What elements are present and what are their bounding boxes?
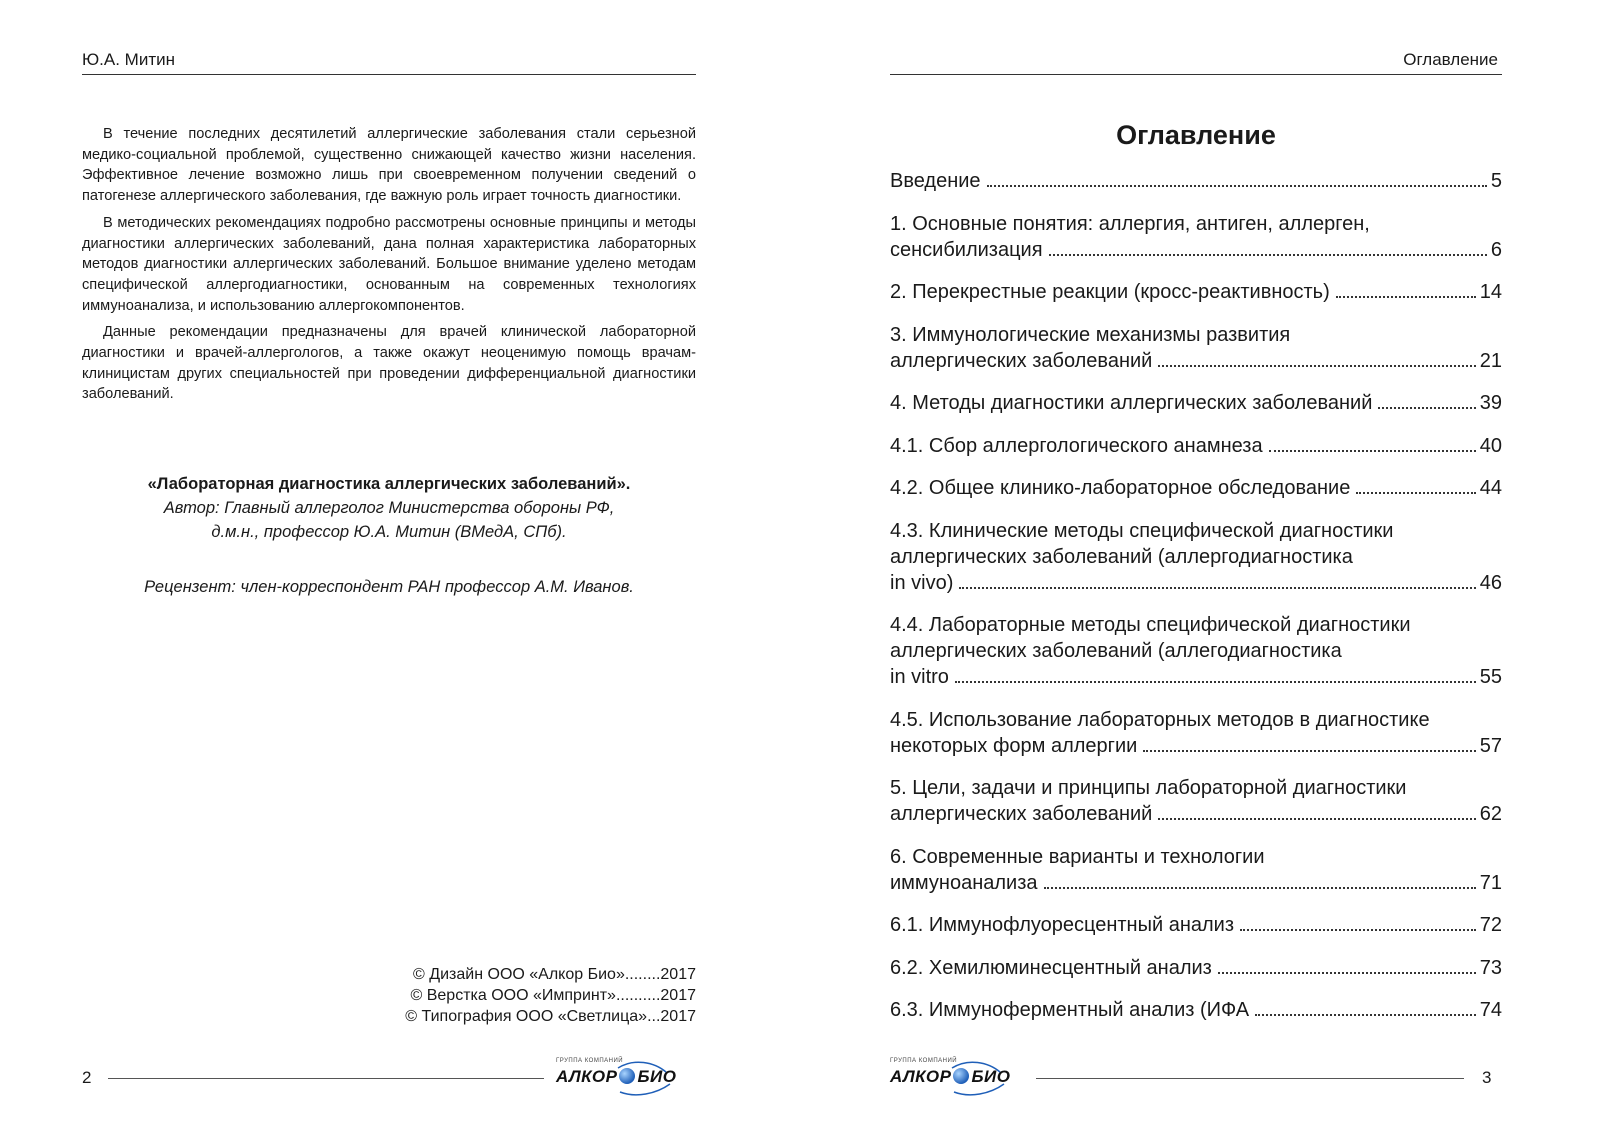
toc-entry-final-line <box>890 570 1502 596</box>
footer-rule <box>1036 1078 1464 1079</box>
toc-entry-line: аллергических заболеваний (аллергодиагностика <box>890 545 1353 568</box>
toc-entry-final-line <box>890 870 1502 896</box>
toc-page-number: 39 <box>1479 392 1502 414</box>
toc-entry-line: 4.4. Лабораторные методы специфической диагностики <box>890 614 1411 636</box>
toc-entry-text: 6.3. Иммуноферментный анализ (ИФА <box>890 999 1250 1021</box>
author-line: Автор: Главный аллерголог Министерства обороны РФ, <box>163 499 615 517</box>
logo-group-label: ГРУППА КОМПАНИЙ <box>556 1058 624 1064</box>
toc-page-number: 5 <box>1490 170 1502 192</box>
toc-entry-final-line <box>890 801 1502 827</box>
intro-paragraph: В течение последних десятилетий аллергические заболевания стали серьезной медико-социальной проблемой, существенно снижающей качество жизни населения. Эффективное лечение возможно лишь при своевременном получении сведений о патогенезе аллергического заболевания, где важную роль играет точность диагностики. <box>82 126 696 205</box>
toc-dot-leader <box>959 587 1475 589</box>
toc-title: Оглавление <box>1116 120 1276 150</box>
toc-entry-final-line <box>890 475 1502 501</box>
logo-left-word: АЛКОР <box>556 1067 618 1086</box>
toc-entry[interactable] <box>890 997 1502 1023</box>
right-page <box>800 0 1600 1135</box>
toc-dot-leader <box>1049 254 1487 256</box>
toc-entry-text: 6.1. Иммунофлуоресцентный анализ <box>890 914 1235 936</box>
toc-entry-final-line <box>890 664 1502 690</box>
toc-entry-line: 3. Иммунологические механизмы развития <box>890 323 1291 346</box>
logo-swoosh-icon <box>948 1060 1011 1096</box>
alkor-bio-logo <box>556 1058 696 1094</box>
logo-swoosh-icon <box>614 1060 677 1096</box>
toc-entry[interactable] <box>890 775 1502 827</box>
toc-dot-leader <box>1356 492 1475 494</box>
toc-dot-leader <box>955 681 1476 683</box>
toc-page-number: 6 <box>1490 238 1502 261</box>
toc-entry-text: in vitro <box>890 666 949 688</box>
toc-entry[interactable] <box>890 475 1502 501</box>
toc-dot-leader <box>1336 296 1476 298</box>
toc-entry-text: 4.2. Общее клинико-лабораторное обследование <box>890 477 1351 499</box>
intro-paragraph: В методических рекомендациях подробно рассмотрены основные принципы и методы диагностики аллергических заболеваний, дана полная характеристика лабораторных методов диагностики аллергических заболеваний. Большое внимание уделено методам специфической аллергодиагностики, основанным на современных технологиях иммуноанализа, и использованию аллергокомпонентов. <box>82 214 696 314</box>
toc-entry-text: сенсибилизация <box>890 238 1043 261</box>
toc-entry-final-line <box>890 433 1502 459</box>
toc-entry[interactable] <box>890 844 1502 896</box>
toc-page-number: 44 <box>1479 477 1502 499</box>
toc-entry-text: Введение <box>890 170 981 192</box>
toc-entry-final-line <box>890 997 1502 1023</box>
toc-entry-text: аллергических заболеваний <box>890 803 1153 825</box>
toc-dot-leader <box>1255 1014 1476 1016</box>
logo-left-word: АЛКОР <box>890 1067 952 1086</box>
toc-entry-line: 4.5. Использование лабораторных методов в диагностике <box>890 708 1430 731</box>
toc-entry-final-line <box>890 912 1502 938</box>
toc-page-number: 55 <box>1479 666 1502 688</box>
toc-entry[interactable] <box>890 168 1502 194</box>
toc-dot-leader <box>1143 750 1475 752</box>
toc-entry-final-line <box>890 733 1502 759</box>
toc-entry-final-line <box>890 955 1502 981</box>
toc-page-number: 21 <box>1479 349 1502 372</box>
author-line: д.м.н., профессор Ю.А. Митин (ВМедА, СПб). <box>211 523 567 541</box>
toc-page-number: 71 <box>1479 871 1502 894</box>
toc-entry-final-line <box>890 279 1502 305</box>
toc-entry[interactable] <box>890 279 1502 305</box>
header-rule <box>82 74 696 75</box>
credit-line: © Верстка ООО «Импринт»..........2017 <box>410 987 696 1004</box>
toc-page-number: 40 <box>1479 434 1502 457</box>
toc-entry-text: аллергических заболеваний <box>890 349 1153 372</box>
intro-text <box>82 124 696 411</box>
toc-entry-final-line <box>890 237 1502 263</box>
toc-page-number: 46 <box>1479 571 1502 594</box>
toc-entry[interactable] <box>890 912 1502 938</box>
toc-entry-final-line <box>890 348 1502 374</box>
logo-right-word: БИО <box>637 1067 677 1086</box>
running-head-author: Ю.А. Митин <box>82 50 176 69</box>
toc-entry-text: 4. Методы диагностики аллергических заболеваний <box>890 392 1373 414</box>
toc-dot-leader <box>1240 929 1476 931</box>
header-rule <box>890 74 1502 75</box>
credit-line: © Дизайн ООО «Алкор Био»........2017 <box>413 966 696 983</box>
credits <box>405 964 696 1027</box>
toc-page-number: 14 <box>1479 281 1502 303</box>
toc-entry[interactable] <box>890 518 1502 596</box>
page-number: 2 <box>82 1068 92 1087</box>
toc-entry-line: 5. Цели, задачи и принципы лабораторной диагностики <box>890 777 1407 799</box>
toc-entry[interactable] <box>890 612 1502 690</box>
toc-page-number: 74 <box>1479 999 1502 1021</box>
reviewer-line: Рецензент: член-корреспондент РАН профессор А.М. Иванов. <box>144 578 634 596</box>
running-head-section: Оглавление <box>1403 50 1498 69</box>
toc-page-number: 62 <box>1479 803 1502 825</box>
toc-entry[interactable] <box>890 211 1502 263</box>
book-info <box>82 472 696 544</box>
toc-entry[interactable] <box>890 390 1502 416</box>
toc-entry-text: 4.1. Сбор аллергологического анамнеза <box>890 434 1263 457</box>
toc-entry-line: 6. Современные варианты и технологии <box>890 845 1265 868</box>
toc-page-number: 72 <box>1479 914 1502 936</box>
intro-paragraph: Данные рекомендации предназначены для врачей клинической лабораторной диагностики и врачей-аллергологов, а также окажут неоценимую помощь врачам-клиницистам других специальностей при проведении дифференциальной диагностики заболеваний. <box>82 324 696 403</box>
page-number: 3 <box>1482 1068 1492 1087</box>
table-of-contents <box>890 168 1502 1040</box>
toc-dot-leader <box>1158 818 1475 820</box>
toc-entry[interactable] <box>890 322 1502 374</box>
toc-dot-leader <box>1269 450 1476 452</box>
toc-entry-line: 1. Основные понятия: аллергия, антиген, аллерген, <box>890 212 1370 235</box>
toc-dot-leader <box>1044 887 1476 889</box>
credit-line: © Типография ООО «Светлица»...2017 <box>405 1008 696 1025</box>
toc-page-number: 57 <box>1479 734 1502 757</box>
toc-entry-final-line <box>890 390 1502 416</box>
toc-entry-text: некоторых форм аллергии <box>890 734 1138 757</box>
toc-entry[interactable] <box>890 955 1502 981</box>
toc-dot-leader <box>1378 407 1475 409</box>
toc-entry-line: 4.3. Клинические методы специфической диагностики <box>890 519 1394 542</box>
toc-entry-final-line <box>890 168 1502 194</box>
toc-entry-line: аллергических заболеваний (аллегодиагностика <box>890 640 1342 662</box>
toc-entry-text: 2. Перекрестные реакции (кросс-реактивность) <box>890 281 1330 303</box>
toc-entry-text: 6.2. Хемилюминесцентный анализ <box>890 956 1212 979</box>
toc-entry-text: иммуноанализа <box>890 871 1038 894</box>
logo-group-label: ГРУППА КОМПАНИЙ <box>890 1058 958 1064</box>
toc-dot-leader <box>1218 972 1476 974</box>
toc-entry[interactable] <box>890 707 1502 759</box>
toc-entry-text: in vivo) <box>890 571 954 594</box>
alkor-bio-logo <box>890 1058 1030 1094</box>
toc-page-number: 73 <box>1479 956 1502 979</box>
toc-dot-leader <box>987 185 1487 187</box>
logo-right-word: БИО <box>971 1067 1011 1086</box>
toc-dot-leader <box>1158 365 1475 367</box>
toc-entry[interactable] <box>890 433 1502 459</box>
footer-rule <box>108 1078 544 1079</box>
book-title: «Лабораторная диагностика аллергических заболеваний». <box>147 475 631 493</box>
